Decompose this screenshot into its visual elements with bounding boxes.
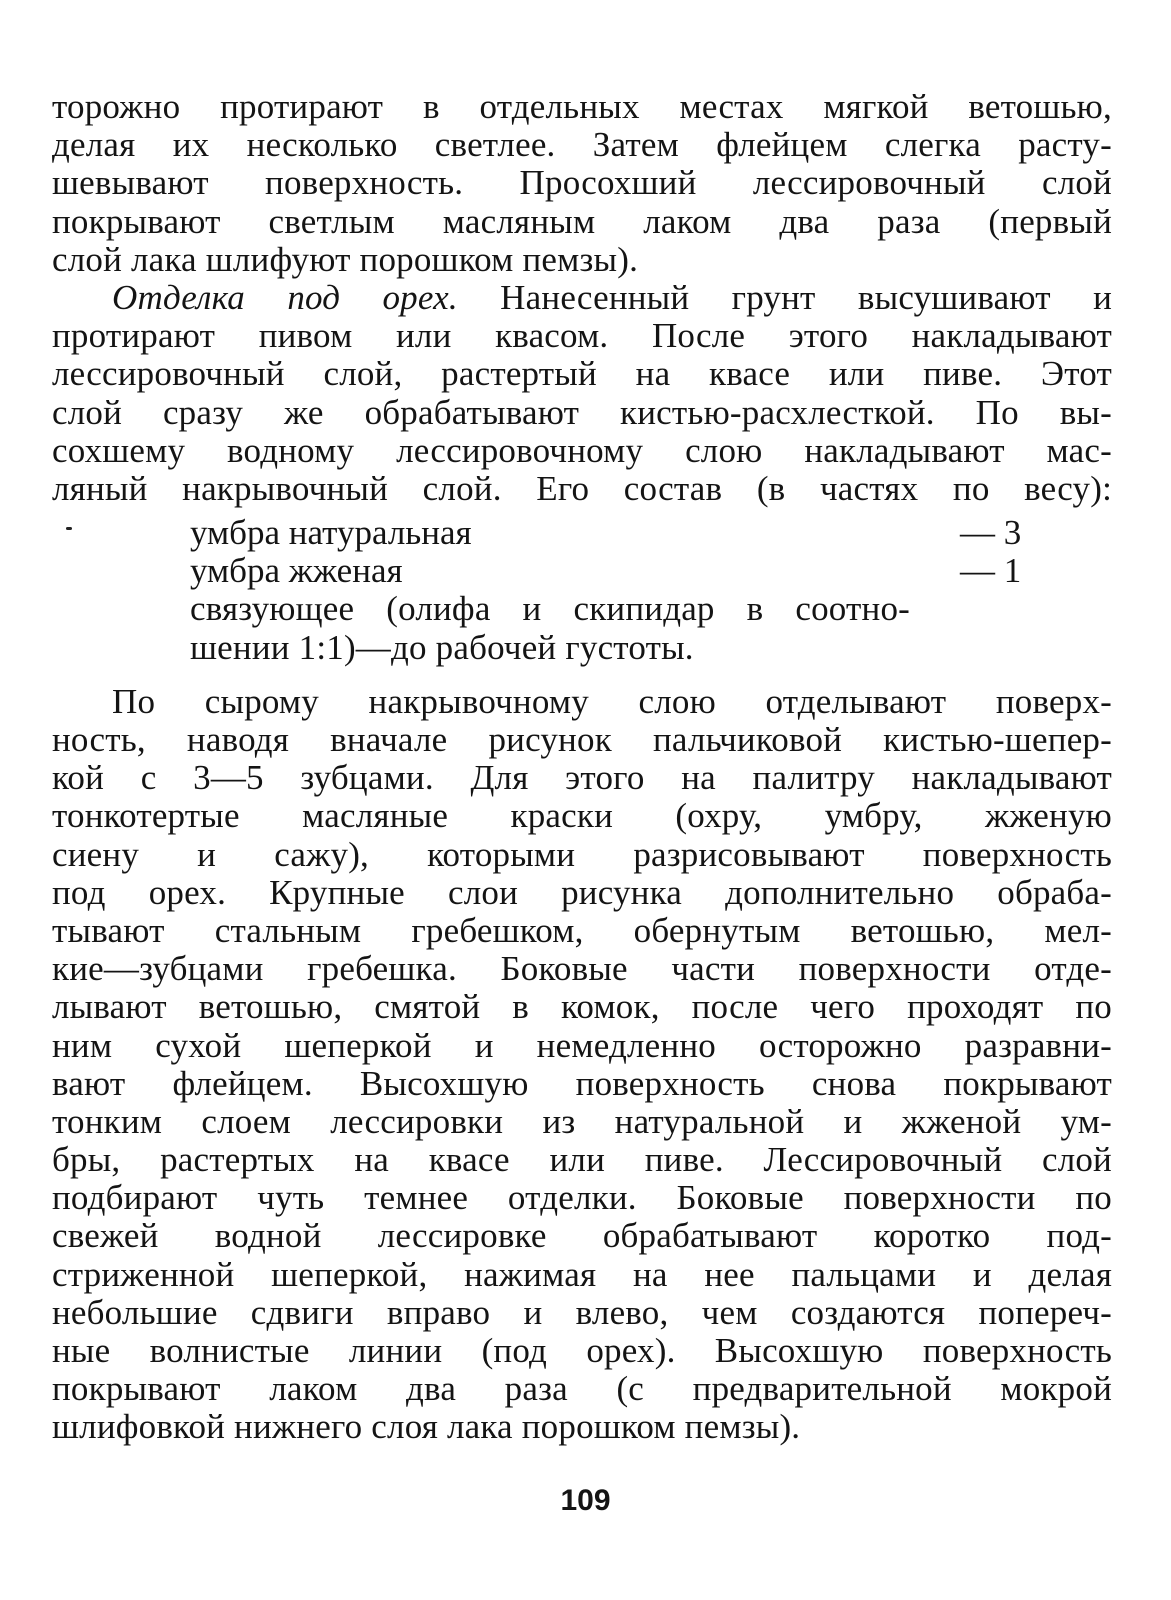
text-line: связующее (олифа и скипидар в соотно- [190,590,910,629]
text-line: покрывают светлым масляным лаком два раза (первый [52,202,1112,241]
text-line: слой лака шлифуют порошком пемзы). [52,239,639,279]
composition-item [190,552,1040,590]
text-line: кие—зубцами гребешка. Боковые части поверхности отде- [52,950,1112,989]
composition-item-name: умбра натуральная [190,513,472,553]
page-body [52,88,1112,1447]
composition-item [190,514,1040,552]
text-line: сиену и сажу), которыми разрисовывают поверхность [52,835,1112,874]
text-line-first: По сырому накрывочному слою отделывают поверх- [112,682,1112,721]
text-line: ность, наводя вначале рисунок пальчиковой кистью-шепер- [52,721,1112,759]
text-line: ляный накрывочный слой. Его состав (в частях по весу): [52,469,1112,508]
text-line: под орех. Крупные слои рисунка дополнительно обраба- [52,873,1112,912]
paragraph-2 [52,279,1112,508]
text-line: покрывают лаком два раза (с предварительной мокрой [52,1370,1112,1409]
text-line: делая их несколько светлее. Затем флейцем слегка расту- [52,126,1112,165]
text-line: вают флейцем. Высохшую поверхность снова покрывают [52,1064,1112,1103]
text-line: тонкотертые масляные краски (охру, умбру, жженую [52,797,1112,836]
text-line: ные волнистые линии (под орех). Высохшую поверхность [52,1332,1112,1370]
composition-item-value: — 3 [960,513,1022,553]
text-line: небольшие сдвиги вправо и влево, чем создаются попереч- [52,1293,1112,1332]
print-speck [66,527,72,530]
paragraph-3 [52,683,1112,1447]
text-line: тывают стальным гребешком, обернутым ветошью, мел- [52,911,1112,950]
composition-item-name: умбра жженая [190,551,403,591]
section-heading: Отделка под орех. [112,278,458,317]
paragraph-1 [52,88,1112,279]
text-line: торожно протирают в отдельных местах мягкой ветошью, [52,88,1112,126]
text-line: шевывают поверхность. Просохший лессировочный слой [52,164,1112,203]
text-line: лессировочный слой, растертый на квасе или пиве. Этот [52,355,1112,394]
text-line: шении 1:1)—до рабочей густоты. [190,627,694,667]
text-fragment: Нанесенный грунт высушивают и [500,278,1112,317]
composition-note [190,590,974,666]
text-line: шлифовкой нижнего слоя лака порошком пемзы). [52,1407,801,1447]
text-line: бры, растертых на квасе или пиве. Лессировочный слой [52,1141,1112,1180]
text-line: стриженной шеперкой, нажимая на нее пальцами и делая [52,1255,1112,1294]
text-line: лывают ветошью, смятой в комок, после чего проходят по [52,988,1112,1027]
text-line: тонким слоем лессировки из натуральной и жженой ум- [52,1102,1112,1141]
text-line: свежей водной лессировке обрабатывают коротко под- [52,1217,1112,1256]
text-line: сохшему водному лессировочному слою накладывают мас- [52,431,1112,470]
text-line: ним сухой шеперкой и немедленно осторожно разравни- [52,1026,1112,1065]
text-line: кой с 3—5 зубцами. Для этого на палитру накладывают [52,759,1112,798]
text-line-first [52,279,1112,317]
composition-list [52,513,1022,667]
page-number: 109 [560,1484,611,1517]
text-line: подбирают чуть темнее отделки. Боковые поверхности по [52,1179,1112,1218]
text-line: слой сразу же обрабатывают кистью-расхлесткой. По вы- [52,393,1112,432]
composition-item-value: — 1 [960,551,1022,591]
text-line: протирают пивом или квасом. После этого накладывают [52,317,1112,356]
